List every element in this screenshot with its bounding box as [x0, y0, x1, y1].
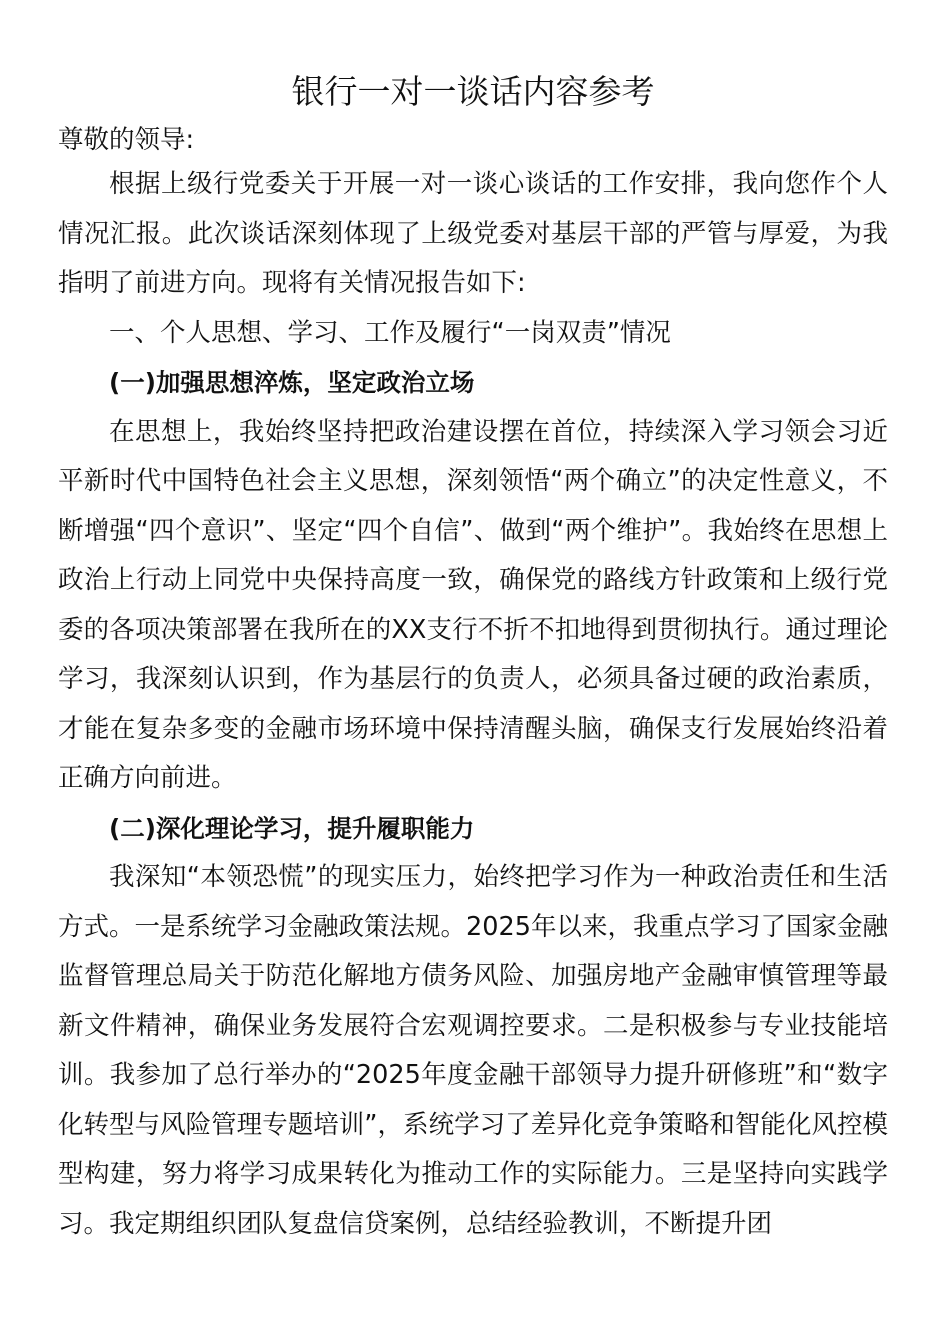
document-title: 银行一对一谈话内容参考 [291, 72, 655, 111]
subsection-heading-2: (二)深化理论学习，提升履职能力 [109, 813, 475, 843]
body-paragraph-2: 我深知“本领恐慌”的现实压力，始终把学习作为一种政治责任和生活方式。一是系统学习金融政策法规。2025年以来，我重点学习了国家金融监督管理总局关于防范化解地方债务风险、加强房地产金融审慎管理等最新文件精神，确保业务发展符合宏观调控要求。二是积极参与专业技能培训。我参加了总行举办的“2025年度金融干部领导力提升研修班”和“数字化转型与风险管理专题培训”，系统学习了差异化竞争策略和智能化风控模型构建，努力将学习成果转化为推动工作的实际能力。三是坚持向实践学习。我定期组织团队复盘信贷案例，总结经验教训，不断提升团 [58, 862, 888, 1239]
section-heading-1: 一、个人思想、学习、工作及履行“一岗双责”情况 [109, 317, 671, 348]
salutation: 尊敬的领导: [58, 125, 195, 155]
body-paragraph-1: 在思想上，我始终坚持把政治建设摆在首位，持续深入学习领会习近平新时代中国特色社会主义思想，深刻领悟“两个确立”的决定性意义，不断增强“四个意识”、坚定“四个自信”、做到“两个维护”。我始终在思想上政治上行动上同党中央保持高度一致，确保党的路线方针政策和上级行党委的各项决策部署在我所在的XX支行不折不扣地得到贯彻执行。通过理论学习，我深刻认识到，作为基层行的负责人，必须具备过硬的政治素质，才能在复杂多变的金融市场环境中保持清醒头脑，确保支行发展始终沿着正确方向前进。 [58, 416, 888, 793]
document-page [58, 0, 888, 1249]
subsection-heading-1: (一)加强思想淬炼，坚定政治立场 [109, 368, 475, 397]
intro-paragraph: 根据上级行党委关于开展一对一谈心谈话的工作安排，我向您作个人情况汇报。此次谈话深刻体现了上级党委对基层干部的严管与厚爱，为我指明了前进方向。现将有关情况报告如下: [58, 169, 888, 298]
